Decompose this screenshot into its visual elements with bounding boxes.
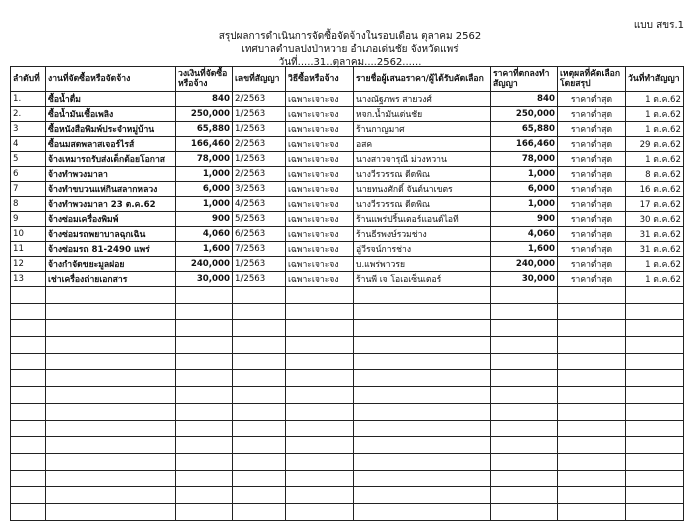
empty-row [11,387,684,404]
empty-cell [11,320,46,337]
procurement-method: เฉพาะเจาะจง [286,167,354,182]
contract-number: 1/2563 [233,122,286,137]
empty-cell [11,487,46,504]
selection-reason: ราคาต่ำสุด [558,257,626,272]
budget: 1,000 [176,197,233,212]
contract-price: 250,000 [491,107,558,122]
budget: 65,880 [176,122,233,137]
procurement-method: เฉพาะเจาะจง [286,197,354,212]
empty-cell [233,337,286,354]
contract-number: 5/2563 [233,212,286,227]
empty-cell [286,337,354,354]
empty-cell [176,370,233,387]
vendor: อู่วีรจน์การช่าง [354,242,491,257]
contract-number: 2/2563 [233,167,286,182]
empty-cell [286,287,354,304]
empty-cell [176,403,233,420]
empty-cell [626,487,684,504]
empty-cell [286,353,354,370]
table-row [11,122,684,137]
empty-cell [491,503,558,520]
empty-cell [626,470,684,487]
empty-cell [558,403,626,420]
empty-cell [176,437,233,454]
contract-number: 1/2563 [233,257,286,272]
header-cell: วิธีซื้อหรือจ้าง [286,67,354,92]
table-body [11,92,684,521]
contract-date: 1 ต.ค.62 [626,257,684,272]
selection-reason: ราคาต่ำสุด [558,242,626,257]
empty-cell [11,453,46,470]
empty-cell [354,437,491,454]
empty-cell [46,320,176,337]
row-number: 4 [11,137,46,152]
empty-row [11,437,684,454]
empty-cell [354,470,491,487]
form-code: แบบ สขร.1 [633,20,684,31]
item-name: ซื้อหนังสือพิมพ์ประจำหมู่บ้าน [46,122,176,137]
empty-cell [11,353,46,370]
row-number: 10 [11,227,46,242]
empty-cell [233,503,286,520]
procurement-method: เฉพาะเจาะจง [286,152,354,167]
procurement-method: เฉพาะเจาะจง [286,227,354,242]
empty-cell [286,420,354,437]
empty-cell [176,387,233,404]
item-name: จ้างซ่อมรถ 81-2490 แพร่ [46,242,176,257]
empty-cell [176,420,233,437]
vendor: นางสาวจารุณี ม่วงหวาน [354,152,491,167]
empty-cell [176,287,233,304]
header-cell: ราคาที่ตกลงทำสัญญา [491,67,558,92]
empty-cell [46,387,176,404]
vendor: นางวีรวรรณ ดีดพิณ [354,167,491,182]
empty-row [11,503,684,520]
contract-date: 1 ต.ค.62 [626,92,684,107]
empty-row [11,287,684,304]
empty-cell [286,453,354,470]
empty-cell [354,353,491,370]
empty-cell [176,320,233,337]
empty-cell [491,320,558,337]
empty-cell [176,353,233,370]
item-name: จ้างทำขบวนแห่กินสลากหลวง [46,182,176,197]
empty-cell [11,287,46,304]
empty-cell [286,320,354,337]
title-line-2: เทศบาลตำบลปงป่าหวาย อำเภอเด่นชัย จังหวัดแพร่ [241,44,459,55]
vendor: ร้านแพร่ปริ้นเตอร์แอนด์ไอที [354,212,491,227]
contract-date: 31 ต.ค.62 [626,227,684,242]
empty-cell [233,303,286,320]
empty-cell [626,403,684,420]
empty-cell [491,437,558,454]
empty-cell [626,320,684,337]
empty-cell [491,287,558,304]
item-name: จ้างซ่อมเครื่องพิมพ์ [46,212,176,227]
empty-row [11,353,684,370]
contract-number: 1/2563 [233,152,286,167]
row-number: 5 [11,152,46,167]
contract-price: 78,000 [491,152,558,167]
procurement-method: เฉพาะเจาะจง [286,212,354,227]
empty-cell [491,337,558,354]
empty-row [11,320,684,337]
empty-cell [46,470,176,487]
empty-cell [11,403,46,420]
table-row [11,242,684,257]
empty-row [11,337,684,354]
budget: 6,000 [176,182,233,197]
empty-cell [626,503,684,520]
row-number: 6 [11,167,46,182]
selection-reason: ราคาต่ำสุด [558,122,626,137]
empty-cell [558,320,626,337]
empty-cell [11,420,46,437]
empty-cell [626,287,684,304]
budget: 900 [176,212,233,227]
empty-cell [11,303,46,320]
empty-cell [46,503,176,520]
row-number: 13 [11,272,46,287]
row-number: 3 [11,122,46,137]
item-name: ซื้อน้ำดื่ม [46,92,176,107]
contract-date: 30 ต.ค.62 [626,212,684,227]
contract-date: 1 ต.ค.62 [626,107,684,122]
table-row [11,212,684,227]
item-name: จ้างทำพวงมาลา 23 ต.ค.62 [46,197,176,212]
contract-date: 8 ต.ค.62 [626,167,684,182]
empty-cell [354,287,491,304]
contract-price: 1,600 [491,242,558,257]
contract-date: 1 ต.ค.62 [626,122,684,137]
contract-price: 1,000 [491,167,558,182]
empty-cell [491,387,558,404]
empty-cell [286,487,354,504]
contract-date: 17 ต.ค.62 [626,197,684,212]
empty-cell [233,320,286,337]
contract-date: 31 ต.ค.62 [626,242,684,257]
empty-cell [233,353,286,370]
empty-cell [176,453,233,470]
contract-price: 1,000 [491,197,558,212]
empty-cell [11,337,46,354]
procurement-table [10,66,684,521]
empty-cell [233,453,286,470]
contract-date: 29 ต.ค.62 [626,137,684,152]
empty-cell [558,487,626,504]
header-cell: วันที่ทำสัญญา [626,67,684,92]
empty-cell [176,503,233,520]
empty-cell [176,337,233,354]
empty-cell [558,437,626,454]
budget: 1,000 [176,167,233,182]
empty-cell [176,487,233,504]
empty-cell [626,437,684,454]
vendor: ร้านธีรพงษ์รวมช่าง [354,227,491,242]
empty-cell [558,420,626,437]
empty-cell [354,303,491,320]
empty-row [11,420,684,437]
empty-cell [354,503,491,520]
empty-cell [176,470,233,487]
budget: 250,000 [176,107,233,122]
empty-cell [558,470,626,487]
selection-reason: ราคาต่ำสุด [558,197,626,212]
item-name: จ้างกำจัดขยะมูลฝอย [46,257,176,272]
empty-cell [11,387,46,404]
contract-number: 1/2563 [233,272,286,287]
table-row [11,152,684,167]
vendor: บ.แพร่พาวรย [354,257,491,272]
procurement-method: เฉพาะเจาะจง [286,257,354,272]
row-number: 8 [11,197,46,212]
table-row [11,137,684,152]
empty-cell [46,453,176,470]
item-name: ซื้อน้ำมันเชื้อเพลิง [46,107,176,122]
contract-price: 840 [491,92,558,107]
empty-cell [286,403,354,420]
contract-price: 65,880 [491,122,558,137]
empty-cell [286,470,354,487]
table-row [11,92,684,107]
empty-cell [46,487,176,504]
empty-cell [626,387,684,404]
selection-reason: ราคาต่ำสุด [558,227,626,242]
empty-cell [558,370,626,387]
empty-cell [354,487,491,504]
empty-cell [491,353,558,370]
budget: 840 [176,92,233,107]
empty-cell [46,353,176,370]
empty-cell [491,403,558,420]
empty-cell [46,337,176,354]
empty-cell [626,353,684,370]
contract-date: 1 ต.ค.62 [626,152,684,167]
budget: 30,000 [176,272,233,287]
header-cell: งานที่จัดซื้อหรือจัดจ้าง [46,67,176,92]
empty-cell [491,370,558,387]
empty-cell [354,420,491,437]
item-name: จ้างซ่อมรถพยาบาลฉุกเฉิน [46,227,176,242]
contract-number: 2/2563 [233,137,286,152]
empty-cell [286,387,354,404]
empty-cell [558,453,626,470]
empty-cell [626,370,684,387]
contract-price: 900 [491,212,558,227]
empty-row [11,403,684,420]
header-cell: ลำดับที่ [11,67,46,92]
empty-cell [46,370,176,387]
procurement-method: เฉพาะเจาะจง [286,242,354,257]
empty-cell [233,287,286,304]
empty-cell [11,370,46,387]
procurement-method: เฉพาะเจาะจง [286,92,354,107]
empty-cell [286,303,354,320]
contract-number: 6/2563 [233,227,286,242]
procurement-method: เฉพาะเจาะจง [286,122,354,137]
empty-cell [491,420,558,437]
contract-number: 2/2563 [233,92,286,107]
item-name: จ้างเหมารถรับส่งเด็กด้อยโอกาส [46,152,176,167]
empty-cell [11,470,46,487]
item-name: เช่าเครื่องถ่ายเอกสาร [46,272,176,287]
row-number: 7 [11,182,46,197]
table-row [11,167,684,182]
empty-cell [626,453,684,470]
empty-cell [558,503,626,520]
empty-cell [626,303,684,320]
budget: 166,460 [176,137,233,152]
empty-cell [286,370,354,387]
contract-price: 30,000 [491,272,558,287]
contract-number: 3/2563 [233,182,286,197]
empty-cell [233,420,286,437]
selection-reason: ราคาต่ำสุด [558,182,626,197]
empty-cell [558,303,626,320]
empty-cell [491,470,558,487]
empty-cell [354,387,491,404]
empty-cell [354,320,491,337]
empty-cell [354,403,491,420]
title-line-3: วันที่.....31..ตุลาคม....2562...... [278,57,422,68]
table-header-row [11,67,684,92]
table-row [11,197,684,212]
contract-number: 4/2563 [233,197,286,212]
vendor: หจก.น้ำมันเด่นชัย [354,107,491,122]
contract-price: 4,060 [491,227,558,242]
table-row [11,257,684,272]
empty-row [11,470,684,487]
empty-cell [46,403,176,420]
budget: 240,000 [176,257,233,272]
empty-row [11,453,684,470]
table-row [11,272,684,287]
empty-cell [558,353,626,370]
header-cell: วงเงินที่จัดซื้อหรือจ้าง [176,67,233,92]
selection-reason: ราคาต่ำสุด [558,167,626,182]
contract-number: 1/2563 [233,107,286,122]
empty-cell [626,420,684,437]
contract-date: 16 ต.ค.62 [626,182,684,197]
vendor: อสค [354,137,491,152]
empty-cell [233,370,286,387]
item-name: ซื้อนมสดพลาสเจอร์ไรส์ [46,137,176,152]
procurement-method: เฉพาะเจาะจง [286,107,354,122]
table-row [11,182,684,197]
vendor: นางวีรวรรณ ดีดพิณ [354,197,491,212]
empty-cell [233,487,286,504]
empty-row [11,370,684,387]
vendor: ร้านกาญมาศ [354,122,491,137]
empty-cell [233,470,286,487]
empty-cell [558,337,626,354]
selection-reason: ราคาต่ำสุด [558,152,626,167]
budget: 1,600 [176,242,233,257]
empty-cell [491,303,558,320]
empty-cell [491,453,558,470]
selection-reason: ราคาต่ำสุด [558,137,626,152]
empty-cell [46,303,176,320]
empty-cell [233,387,286,404]
budget: 4,060 [176,227,233,242]
empty-cell [354,370,491,387]
empty-cell [354,453,491,470]
table-row [11,227,684,242]
empty-cell [176,303,233,320]
row-number: 11 [11,242,46,257]
procurement-method: เฉพาะเจาะจง [286,272,354,287]
budget: 78,000 [176,152,233,167]
selection-reason: ราคาต่ำสุด [558,107,626,122]
procurement-method: เฉพาะเจาะจง [286,182,354,197]
empty-cell [233,437,286,454]
header-cell: รายชื่อผู้เสนอราคา/ผู้ได้รับคัดเลือก [354,67,491,92]
empty-cell [558,387,626,404]
empty-cell [46,437,176,454]
selection-reason: ราคาต่ำสุด [558,272,626,287]
selection-reason: ราคาต่ำสุด [558,212,626,227]
empty-cell [626,337,684,354]
procurement-method: เฉพาะเจาะจง [286,137,354,152]
vendor: ร้านพี เจ โอเอเซ็นเตอร์ [354,272,491,287]
empty-cell [46,420,176,437]
empty-cell [286,437,354,454]
empty-cell [558,287,626,304]
item-name: จ้างทำพวงมาลา [46,167,176,182]
contract-price: 6,000 [491,182,558,197]
empty-cell [11,437,46,454]
row-number: 9 [11,212,46,227]
contract-price: 166,460 [491,137,558,152]
row-number: 12 [11,257,46,272]
header-cell: เหตุผลที่คัดเลือกโดยสรุป [558,67,626,92]
empty-cell [354,337,491,354]
row-number: 1. [11,92,46,107]
selection-reason: ราคาต่ำสุด [558,92,626,107]
empty-row [11,303,684,320]
row-number: 2. [11,107,46,122]
document-title [0,30,700,69]
empty-cell [11,503,46,520]
empty-row [11,487,684,504]
empty-cell [233,403,286,420]
header-cell: เลขที่สัญญา [233,67,286,92]
empty-cell [491,487,558,504]
contract-number: 7/2563 [233,242,286,257]
contract-price: 240,000 [491,257,558,272]
vendor: นางณัฐภพร สายวงศ์ [354,92,491,107]
empty-cell [46,287,176,304]
empty-cell [286,503,354,520]
title-line-1: สรุปผลการดำเนินการจัดซื้อจัดจ้างในรอบเดือน ตุลาคม 2562 [218,31,482,42]
vendor: นายทนงศักดิ์ จันต์นาเขตร [354,182,491,197]
contract-date: 1 ต.ค.62 [626,272,684,287]
table-row [11,107,684,122]
